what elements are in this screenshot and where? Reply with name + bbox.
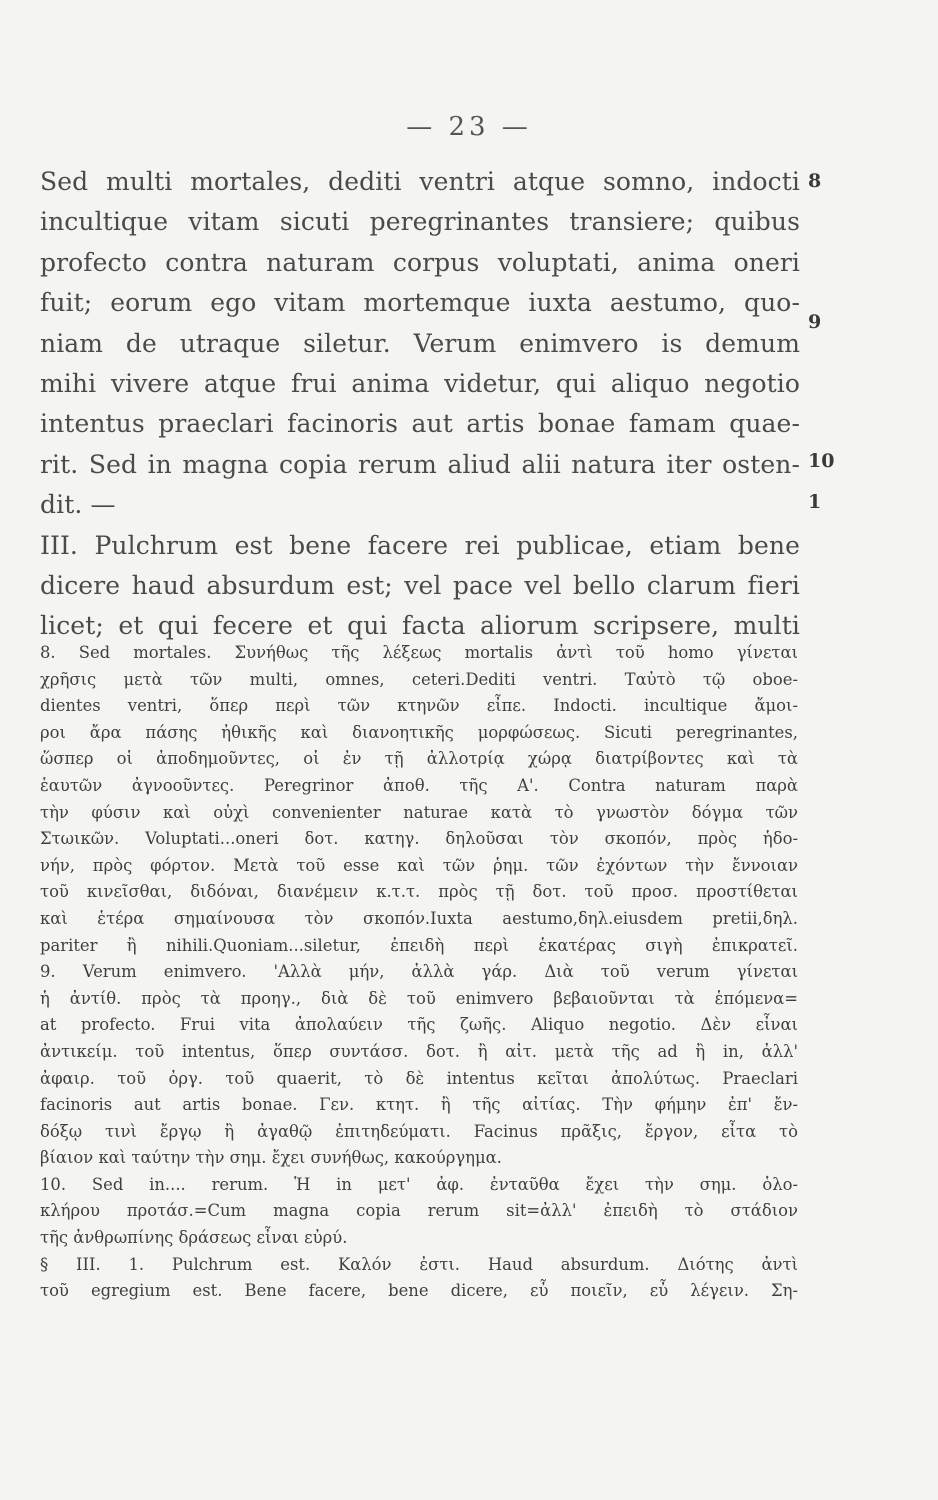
footnote-line: dientes ventri, ὅπερ περὶ τῶν κτηνῶν εἶπε. Indocti. incultique ἄμοι-: [40, 696, 798, 716]
margin-section-number: 1: [808, 491, 822, 513]
footnote-line: ἀντικείμ. τοῦ intentus, ὅπερ συντάσσ. δοτ. ἢ αἰτ. μετὰ τῆς ad ἢ in, ἀλλ': [40, 1041, 798, 1061]
main-text-line: III. Pulchrum est bene facere rei publicae, etiam bene: [40, 530, 800, 560]
footnote-line: 9. Verum enimvero. 'Αλλὰ μήν, ἀλλὰ γάρ. Διὰ τοῦ verum γίνεται: [40, 962, 798, 982]
footnotes-block: [40, 640, 798, 1305]
main-text-line: incultique vitam sicuti peregrinantes transiere; quibus: [40, 207, 800, 237]
main-text-line: dicere haud absurdum est; vel pace vel bello clarum fieri: [40, 570, 800, 600]
footnote-line: τὴν φύσιν καὶ οὐχὶ convenienter naturae κατὰ τὸ γνωστὸν δόγμα τῶν: [40, 802, 798, 822]
margin-section-number: 8: [808, 170, 822, 192]
main-text-line: dit. —: [40, 490, 116, 520]
footnote-line: 10. Sed in.... rerum. Ἡ in μετ' ἀφ. ἐνταῦθα ἔχει τὴν σημ. ὁλο-: [40, 1174, 798, 1194]
footnote-line: καὶ ἑτέρα σημαίνουσα τὸν σκοπόν.Iuxta aestumo,δηλ.eiusdem pretii,δηλ.: [40, 908, 798, 928]
margin-section-number: 10: [808, 450, 835, 472]
footnote-line: facinoris aut artis bonae. Γεν. κτητ. ἢ τῆς αἰτίας. Τὴν φήμην ἐπ' ἔν-: [40, 1095, 798, 1115]
main-text-line: niam de utraque siletur. Verum enimvero is demum: [40, 328, 800, 358]
main-text-line: fuit; eorum ego vitam mortemque iuxta aestumo, quo-: [40, 288, 800, 318]
footnote-line: § III. 1. Pulchrum est. Καλόν ἐστι. Haud absurdum. Διότης ἀντὶ: [40, 1254, 798, 1274]
main-text-block: [40, 162, 800, 647]
main-text-line: licet; et qui fecere et qui facta aliorum scripsere, multi: [40, 611, 800, 641]
footnote-line: ἡ ἀντίθ. πρὸς τὰ προηγ., διὰ δὲ τοῦ enimvero βεβαιοῦνται τὰ ἑπόμενα=: [40, 988, 798, 1008]
main-text-line: profecto contra naturam corpus voluptati, anima oneri: [40, 247, 800, 277]
footnote-line: ὥσπερ οἱ ἀποδημοῦντες, οἱ ἐν τῇ ἀλλοτρίᾳ χώρᾳ διατρίβοντες καὶ τὰ: [40, 749, 798, 769]
footnote-line: τῆς ἀνθρωπίνης δράσεως εἶναι εὐρύ.: [40, 1228, 348, 1248]
main-text-line: rit. Sed in magna copia rerum aliud alii natura iter osten-: [40, 449, 800, 479]
footnote-line: βίαιον καὶ ταύτην τὴν σημ. ἔχει συνήθως, κακούργημα.: [40, 1148, 502, 1168]
footnote-line: at profecto. Frui vita ἀπολαύειν τῆς ζωῆς. Aliquo negotio. Δὲν εἶναι: [40, 1015, 798, 1035]
footnote-line: pariter ἢ nihili.Quoniam...siletur, ἐπειδὴ περὶ ἑκατέρας σιγὴ ἐπικρατεῖ.: [40, 935, 798, 955]
footnote-line: νήν, πρὸς φόρτον. Μετὰ τοῦ esse καὶ τῶν ῥημ. τῶν ἐχόντων τὴν ἔννοιαν: [40, 855, 798, 875]
page-number: — 23 —: [406, 112, 532, 142]
main-text-line: intentus praeclari facinoris aut artis bonae famam quae-: [40, 409, 800, 439]
footnote-line: χρῆσις μετὰ τῶν multi, omnes, ceteri.Dediti ventri. Ταὐτὸ τῷ oboe-: [40, 669, 798, 689]
footnote-line: τοῦ κινεῖσθαι, διδόναι, διανέμειν κ.τ.τ. πρὸς τῇ δοτ. τοῦ προσ. προστίθεται: [40, 882, 798, 902]
footnote-line: ἀφαιρ. τοῦ ὀργ. τοῦ quaerit, τὸ δὲ intentus κεῖται ἀπολύτως. Praeclari: [40, 1068, 798, 1088]
footnote-line: δόξῳ τινὶ ἔργῳ ἢ ἀγαθῷ ἐπιτηδεύματι. Facinus πρᾶξις, ἔργον, εἶτα τὸ: [40, 1121, 798, 1141]
main-text-line: mihi vivere atque frui anima videtur, qui aliquo negotio: [40, 368, 800, 398]
footnote-line: 8. Sed mortales. Συνήθως τῆς λέξεως mortalis ἀντὶ τοῦ homo γίνεται: [40, 643, 798, 662]
footnote-line: ροι ἄρα πάσης ἠθικῆς καὶ διανοητικῆς μορφώσεως. Sicuti peregrinantes,: [40, 722, 798, 742]
margin-section-number: 9: [808, 311, 822, 333]
footnote-line: τοῦ egregium est. Bene facere, bene dicere, εὖ ποιεῖν, εὖ λέγειν. Ση-: [40, 1281, 798, 1301]
main-text-line: Sed multi mortales, dediti ventri atque somno, indocti: [40, 167, 800, 196]
footnote-line: κλήρου προτάσ.=Cum magna copia rerum sit=ἀλλ' ἐπειδὴ τὸ στάδιον: [40, 1201, 798, 1221]
footnote-line: ἑαυτῶν ἀγνοοῦντες. Peregrinor ἀποθ. τῆς Α'. Contra naturam παρὰ: [40, 775, 798, 795]
footnote-line: Στωικῶν. Voluptati...oneri δοτ. κατηγ. δηλοῦσαι τὸν σκοπόν, πρὸς ἡδο-: [40, 829, 798, 849]
